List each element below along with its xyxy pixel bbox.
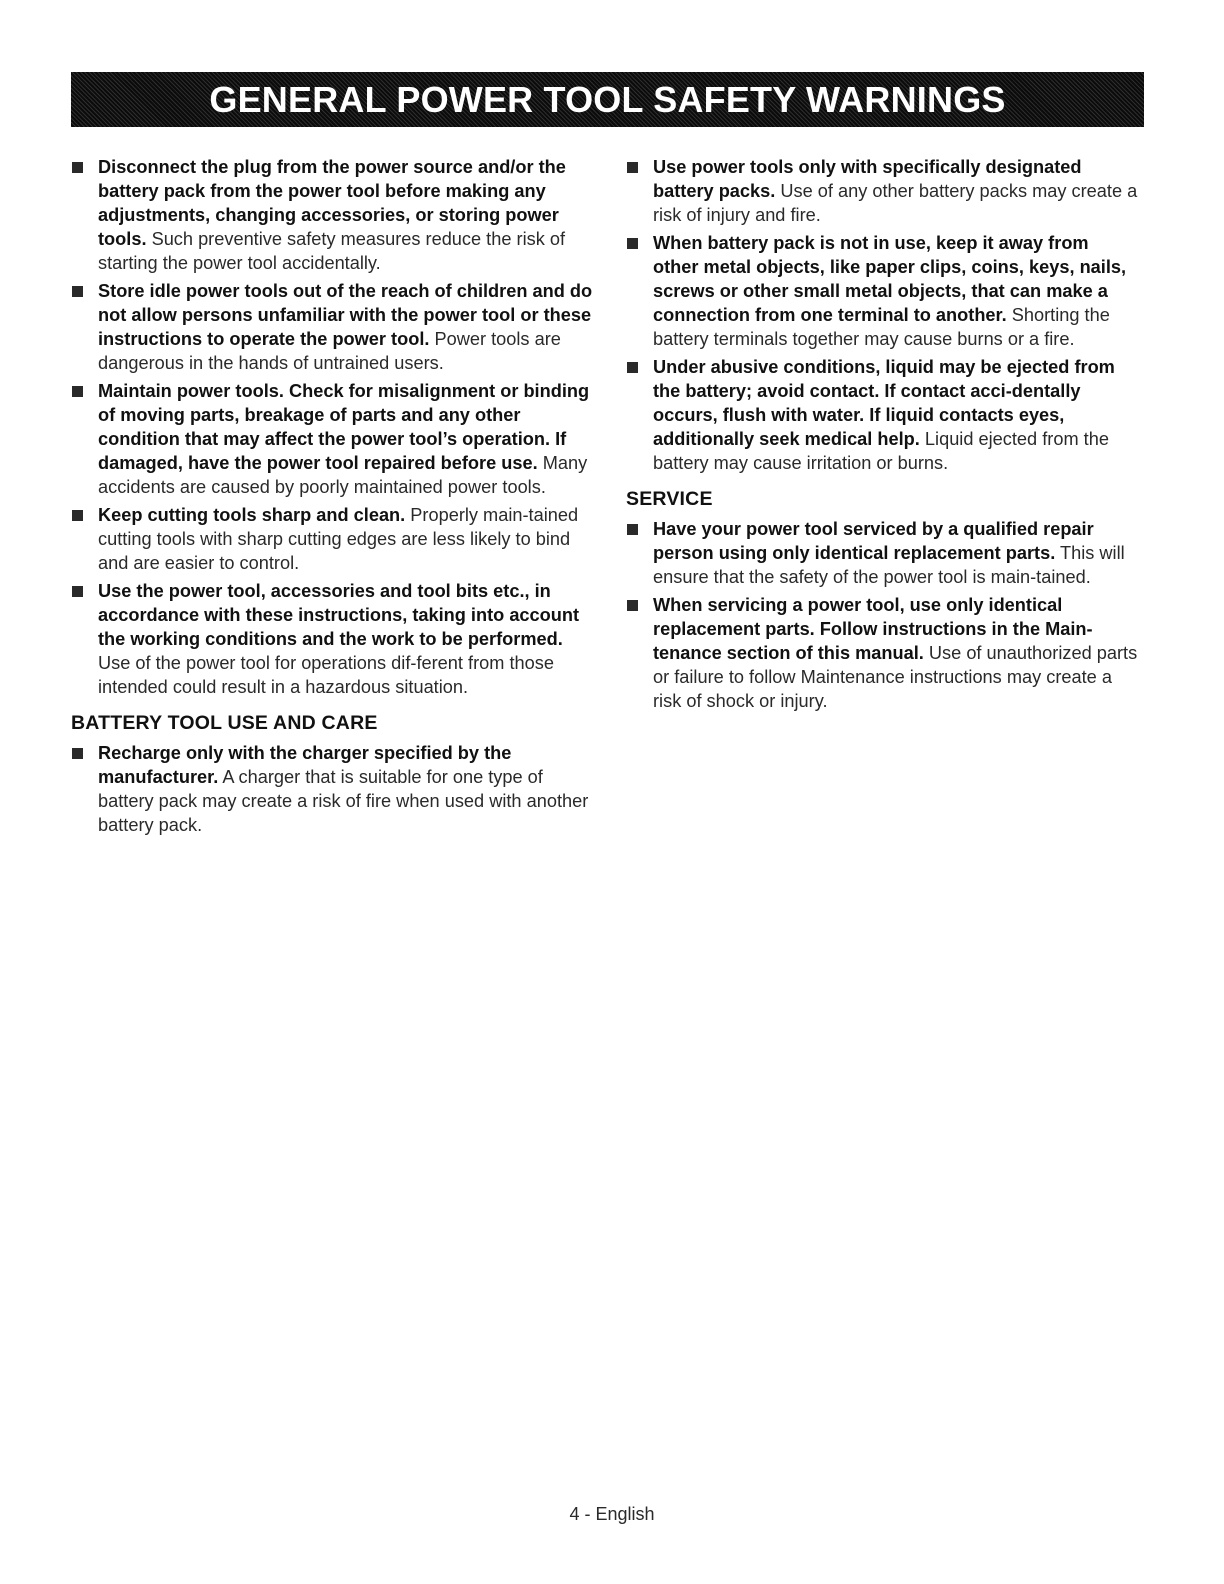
item-body-text: Such preventive safety measures reduce the risk of starting the power tool accidentally. bbox=[98, 229, 566, 273]
page-title: GENERAL POWER TOOL SAFETY WARNINGS bbox=[209, 78, 1006, 120]
title-banner bbox=[71, 72, 1144, 127]
item-bold-text: Use power tools only with specifically designated battery packs. bbox=[653, 157, 1082, 201]
item-bold-text: Keep cutting tools sharp and clean. bbox=[98, 505, 406, 525]
list-item bbox=[71, 741, 593, 837]
square-bullet-icon bbox=[627, 162, 638, 173]
list-item bbox=[71, 579, 593, 699]
item-body-text: Properly main-tained cutting tools with sharp cutting edges are less likely to bind and are easier to control. bbox=[98, 505, 579, 573]
square-bullet-icon bbox=[627, 524, 638, 535]
section-heading-battery: BATTERY TOOL USE AND CARE bbox=[71, 712, 378, 734]
square-bullet-icon bbox=[72, 386, 83, 397]
section-heading-service: SERVICE bbox=[626, 488, 713, 510]
item-body-text: Shorting the battery terminals together may cause burns or a fire. bbox=[653, 305, 1110, 349]
item-bold-text: Store idle power tools out of the reach of children and do not allow persons unfamiliar with the power tool or these instructions to operate the power tool. bbox=[98, 281, 593, 349]
square-bullet-icon bbox=[72, 286, 83, 297]
item-bold-text: Disconnect the plug from the power source and/or the battery pack from the power tool before making any adjustments, changing accessories, or storing power tools. bbox=[98, 157, 566, 249]
square-bullet-icon bbox=[72, 510, 83, 521]
list-item bbox=[626, 231, 1138, 351]
item-bold-text: When battery pack is not in use, keep it away from other metal objects, like paper clips, coins, keys, nails, screws or other small metal objects, that can make a connection from one terminal to another. bbox=[653, 233, 1127, 325]
item-body-text: Liquid ejected from the battery may cause irritation or burns. bbox=[653, 429, 1109, 473]
square-bullet-icon bbox=[72, 162, 83, 173]
page-footer: 4 - English bbox=[569, 1504, 655, 1524]
item-bold-text: Maintain power tools. Check for misalignment or binding of moving parts, breakage of parts and any other condition that may affect the power tool’s operation. If damaged, have the power tool repaired before use. bbox=[98, 381, 590, 473]
item-bold-text: When servicing a power tool, use only identical replacement parts. Follow instructions in the Main-tenance section of this manual. bbox=[653, 595, 1093, 663]
item-bold-text: Use the power tool, accessories and tool bits etc., in accordance with these instructions, taking into account the working conditions and the work to be performed. bbox=[98, 581, 580, 649]
item-bold-text: Recharge only with the charger specified by the manufacturer. bbox=[98, 743, 512, 787]
list-item bbox=[626, 155, 1138, 227]
item-body-text: Use of unauthorized parts or failure to follow Maintenance instructions may create a risk of shock or injury. bbox=[653, 643, 1138, 711]
square-bullet-icon bbox=[627, 600, 638, 611]
left-column bbox=[71, 155, 593, 841]
list-item bbox=[71, 279, 593, 375]
square-bullet-icon bbox=[627, 238, 638, 249]
item-body-text: A charger that is suitable for one type of battery pack may create a risk of fire when used with another battery pack. bbox=[98, 767, 589, 835]
item-body-text: Power tools are dangerous in the hands of untrained users. bbox=[98, 329, 561, 373]
item-body-text: Use of any other battery packs may create a risk of injury and fire. bbox=[653, 181, 1138, 225]
square-bullet-icon bbox=[72, 586, 83, 597]
item-body-text: Many accidents are caused by poorly maintained power tools. bbox=[98, 453, 588, 497]
right-column bbox=[626, 155, 1138, 717]
square-bullet-icon bbox=[627, 362, 638, 373]
list-item bbox=[626, 517, 1138, 589]
item-bold-text: Under abusive conditions, liquid may be ejected from the battery; avoid contact. If contact acci-dentally occurs, flush with water. If liquid contacts eyes, additionally seek medical help. bbox=[653, 357, 1115, 449]
item-bold-text: Have your power tool serviced by a qualified repair person using only identical replacement parts. bbox=[653, 519, 1094, 563]
square-bullet-icon bbox=[72, 748, 83, 759]
list-item bbox=[71, 503, 593, 575]
item-body-text: This will ensure that the safety of the power tool is main-tained. bbox=[653, 543, 1125, 587]
list-item bbox=[71, 379, 593, 499]
list-item bbox=[626, 355, 1138, 475]
list-item bbox=[626, 593, 1138, 713]
list-item bbox=[71, 155, 593, 275]
item-body-text: Use of the power tool for operations dif-ferent from those intended could result in a hazardous situation. bbox=[98, 653, 554, 697]
